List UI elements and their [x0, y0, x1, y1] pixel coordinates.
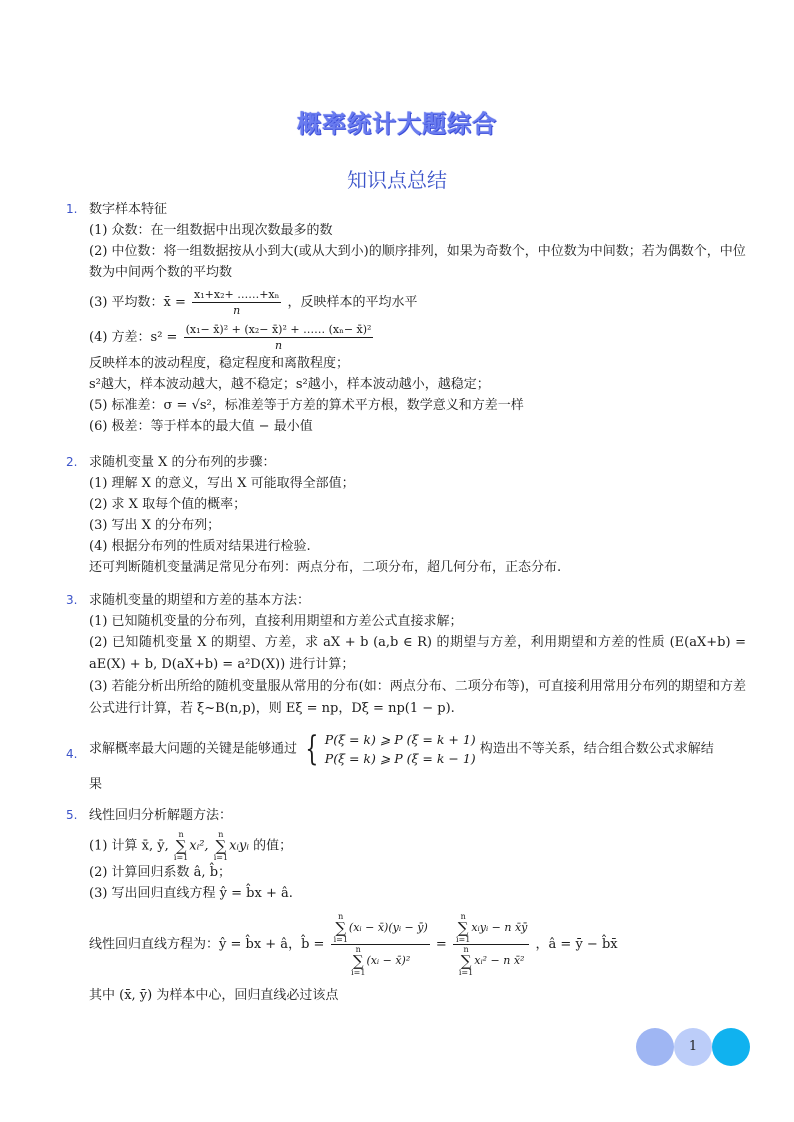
mean-desc: ，反映样本的平均水平	[287, 295, 418, 310]
section-heading: 求随机变量 X 的分布列的步骤：	[89, 455, 276, 470]
sum-symbol: n ∑ i=1	[173, 830, 189, 862]
method-2: (2) 已知随机变量 X 的期望、方差，求 aX + b (a,b ∈ R) 的期望与方差，利用期望和方差的性质 (E(aX+b) = aE(X) + b, D(aX+b) = a²D(X)) 进行计算；	[89, 635, 746, 672]
common-distributions-line: 还可判断随机变量满足常见分布列：两点分布，二项分布，超几何分布，正态分布.	[89, 560, 562, 575]
mean-numerator: x₁+x₂+ ……+xₙ	[194, 288, 280, 301]
step-2: (2) 求 X 取每个值的概率；	[89, 497, 247, 512]
variance-compare-line: s²越大，样本波动越大，越不稳定；s²越小，样本波动越小，越稳定；	[89, 377, 490, 392]
sum-symbol: n ∑ i=1	[213, 830, 229, 862]
step-1-text: (1) 计算 x̄, ȳ,	[89, 838, 169, 854]
section-heading: 数字样本特征	[89, 202, 168, 217]
step-1: (1) 理解 X 的意义，写出 X 可能取得全部值；	[89, 476, 355, 491]
inequality-row-1: P(ξ = k) ⩾ P (ξ = k + 1)	[324, 732, 476, 747]
sum-xy: xᵢyᵢ	[229, 838, 249, 854]
regression-step-1	[89, 830, 746, 862]
step-3: (3) 写出 X 的分布列；	[89, 518, 221, 533]
inequality-system	[301, 730, 476, 768]
max-probability-post: 构造出不等关系，结合组合数公式求解结	[479, 741, 714, 757]
slope-fraction-2: n ∑ i=1 xᵢyᵢ − n x̄ȳ n ∑ i=1 xᵢ² − n x̄²	[453, 912, 529, 977]
max-probability-cont: 果	[89, 777, 103, 792]
section-heading: 求随机变量的期望和方差的基本方法：	[89, 593, 311, 608]
regression-step-3: (3) 写出回归直线方程 ŷ = b̂x + â.	[89, 886, 293, 901]
variance-label: (4) 方差：s² =	[89, 330, 178, 345]
variance-fraction	[184, 322, 374, 353]
badge-circle-left	[636, 1028, 674, 1066]
section-1	[66, 199, 746, 437]
section-4	[66, 730, 746, 795]
mean-line	[89, 287, 746, 318]
regression-equation-label: 线性回归直线方程为：ŷ = b̂x + â，b̂ =	[89, 937, 325, 952]
inequality-row-2: P(ξ = k) ⩾ P (ξ = k − 1)	[324, 751, 476, 766]
section-heading: 线性回归分析解题方法：	[89, 808, 233, 823]
intercept-text: ，â = ȳ − b̂x̄	[535, 937, 618, 952]
section-subtitle: 知识点总结	[347, 168, 447, 192]
page-number: 1	[674, 1028, 712, 1066]
mean-fraction	[192, 287, 281, 318]
variance-desc-line: 反映样本的波动程度，稳定程度和离散程度；	[89, 356, 350, 371]
step-1-post: 的值；	[253, 838, 293, 854]
max-probability-line	[89, 730, 746, 768]
method-3: (3) 若能分析出所给的随机变量服从常用的分布(如：两点分布、二项分布等)，可直接利用常用分布列的期望和方差公式进行计算，若 ξ~B(n,p)，则 Eξ = np，Dξ = np(1 − p).	[89, 679, 746, 716]
step-4: (4) 根据分布列的性质对结果进行检验.	[89, 539, 311, 554]
page-number-badge	[636, 1028, 750, 1066]
max-probability-text: 求解概率最大问题的关键是能够通过	[89, 741, 298, 757]
mean-denominator: n	[233, 304, 241, 317]
variance-line	[89, 322, 746, 353]
variance-denominator: n	[274, 339, 283, 352]
median-line: (2) 中位数：将一组数据按从小到大(或从大到小)的顺序排列，如果为奇数个，中位数为中间数；若为偶数个，中位数为中间两个数的平均数	[89, 244, 746, 280]
slope-denominator-2: xᵢ² − n x̄²	[474, 954, 525, 967]
slope-numerator-2: xᵢyᵢ − n x̄ȳ	[471, 921, 528, 934]
variance-numerator: (x₁− x̄)² + (x₂− x̄)² + …… (xₙ− x̄)²	[185, 323, 372, 336]
badge-circle-right	[712, 1028, 750, 1066]
slope-denominator-1: (xᵢ − x̄)²	[366, 954, 411, 967]
regression-equation	[89, 912, 746, 977]
slope-fraction-1: n ∑ i=1 (xᵢ − x̄)(yᵢ − ȳ) n ∑ i=1 (xᵢ − x̄)²	[331, 912, 430, 977]
mode-line: (1) 众数：在一组数据中出现次数最多的数	[89, 223, 333, 238]
document-title: 概率统计大题综合	[297, 110, 497, 138]
section-2	[66, 452, 746, 578]
equals-sign: =	[435, 937, 447, 952]
section-3	[66, 590, 746, 720]
brace-glyph: {	[305, 729, 319, 769]
slope-numerator-1: (xᵢ − x̄)(yᵢ − ȳ)	[348, 921, 428, 934]
sum-x-squared: xᵢ²,	[189, 838, 209, 854]
section-5	[66, 805, 746, 1006]
section-number: 2.	[66, 455, 78, 469]
section-number: 5.	[66, 808, 78, 822]
range-line: (6) 极差：等于样本的最大值 − 最小值	[89, 419, 313, 434]
regression-step-2: (2) 计算回归系数 â, b̂；	[89, 865, 232, 880]
section-number: 3.	[66, 593, 78, 607]
stddev-line: (5) 标准差：σ = √s²，标准差等于方差的算术平方根，数学意义和方差一样	[89, 398, 524, 413]
method-1: (1) 已知随机变量的分布列，直接利用期望和方差公式直接求解；	[89, 614, 463, 629]
section-number: 4.	[66, 747, 78, 761]
sample-center-line: 其中 (x̄, ȳ) 为样本中心，回归直线必过该点	[89, 988, 339, 1003]
section-number: 1.	[66, 202, 78, 216]
mean-label: (3) 平均数：x̄ =	[89, 295, 186, 310]
